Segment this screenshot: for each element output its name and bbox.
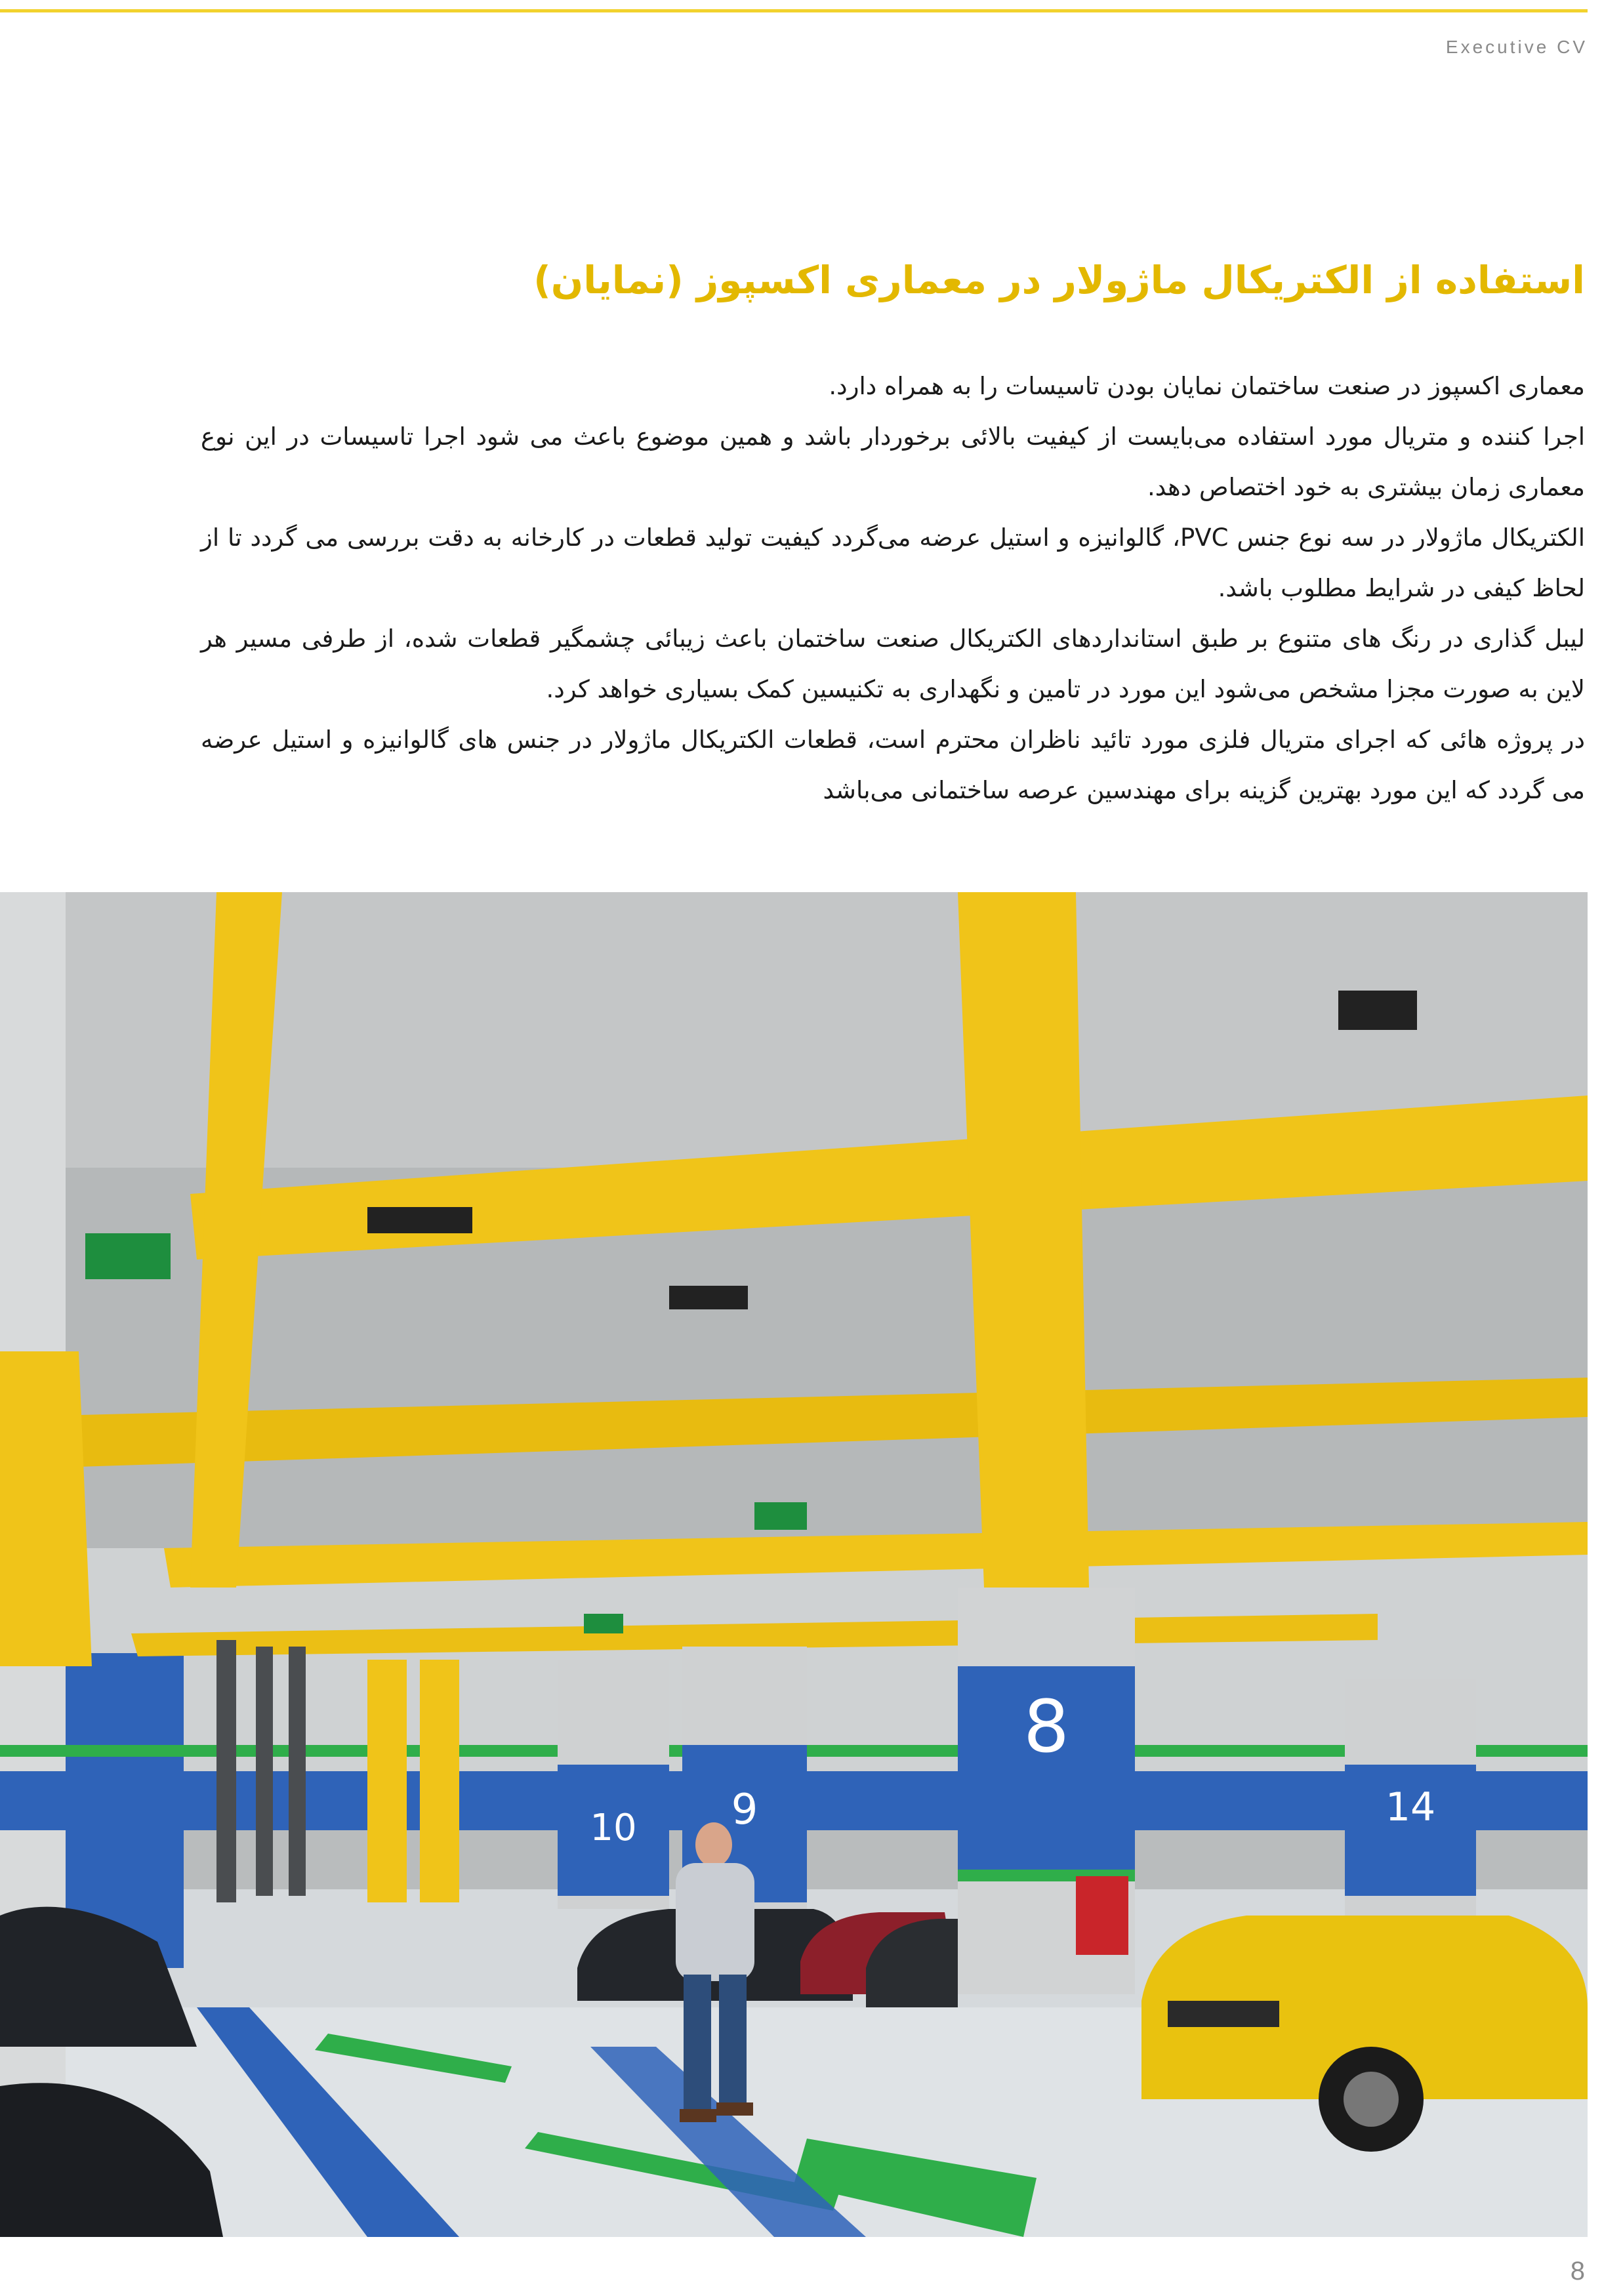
pillar-number: 8 bbox=[1023, 1685, 1069, 1769]
paragraph: اجرا کننده و متریال مورد استفاده می‌بایست از کیفیت بالائی برخوردار باشد و همین موضوع باعث می شود اجرا تاسیسات در این نوع معماری زمان بیشتری به خود اختصاص دهد. bbox=[201, 422, 1585, 501]
person bbox=[695, 1822, 732, 1867]
parking-garage-photo bbox=[0, 892, 1588, 2237]
pillar-number: 9 bbox=[731, 1786, 758, 1834]
cable-tray bbox=[0, 1351, 92, 1666]
article-title: استفاده از الکتریکال ماژولار در معماری اکسپوز (نمایان) bbox=[533, 258, 1585, 302]
pillar-number: 10 bbox=[590, 1807, 637, 1849]
top-rule bbox=[0, 9, 1588, 12]
exit-sign bbox=[754, 1502, 807, 1530]
header-label: Executive CV bbox=[1445, 37, 1588, 57]
paragraph: در پروژه هائی که اجرای متریال فلزی مورد تائید ناظران محترم است، قطعات الکتریکال ماژولار در جنس های گالوانیزه و استیل عرضه می گردد که این مورد بهترین گزینه برای مهندسین عرصه ساختمانی می‌باشد bbox=[201, 726, 1585, 804]
page-number: 8 bbox=[1570, 2257, 1585, 2286]
exit-sign bbox=[85, 1233, 171, 1279]
paragraph: لیبل گذاری در رنگ های متنوع بر طبق استانداردهای الکتریکال صنعت ساختمان باعث زیبائی چشمگیر قطعات شده، از طرفی مسیر هر لاین به صورت مجزا مشخص می‌شود این مورد در تامین و نگهداری به تکنیسین کمک بسیاری خواهد کرد. bbox=[201, 625, 1585, 703]
article-body bbox=[201, 361, 1585, 815]
pillar-number: 14 bbox=[1385, 1784, 1436, 1830]
fire-extinguisher-box bbox=[1076, 1876, 1128, 1955]
exit-sign bbox=[584, 1614, 623, 1633]
paragraph: معماری اکسپوز در صنعت ساختمان نمایان بودن تاسیسات را به همراه دارد. bbox=[829, 372, 1585, 400]
paragraph: الکتریکال ماژولار در سه نوع جنس PVC، گالوانیزه و استیل عرضه می‌گردد کیفیت تولید قطعات در کارخانه به دقت بررسی می گردد تا از لحاظ کیفی در شرایط مطلوب باشد. bbox=[201, 523, 1585, 602]
